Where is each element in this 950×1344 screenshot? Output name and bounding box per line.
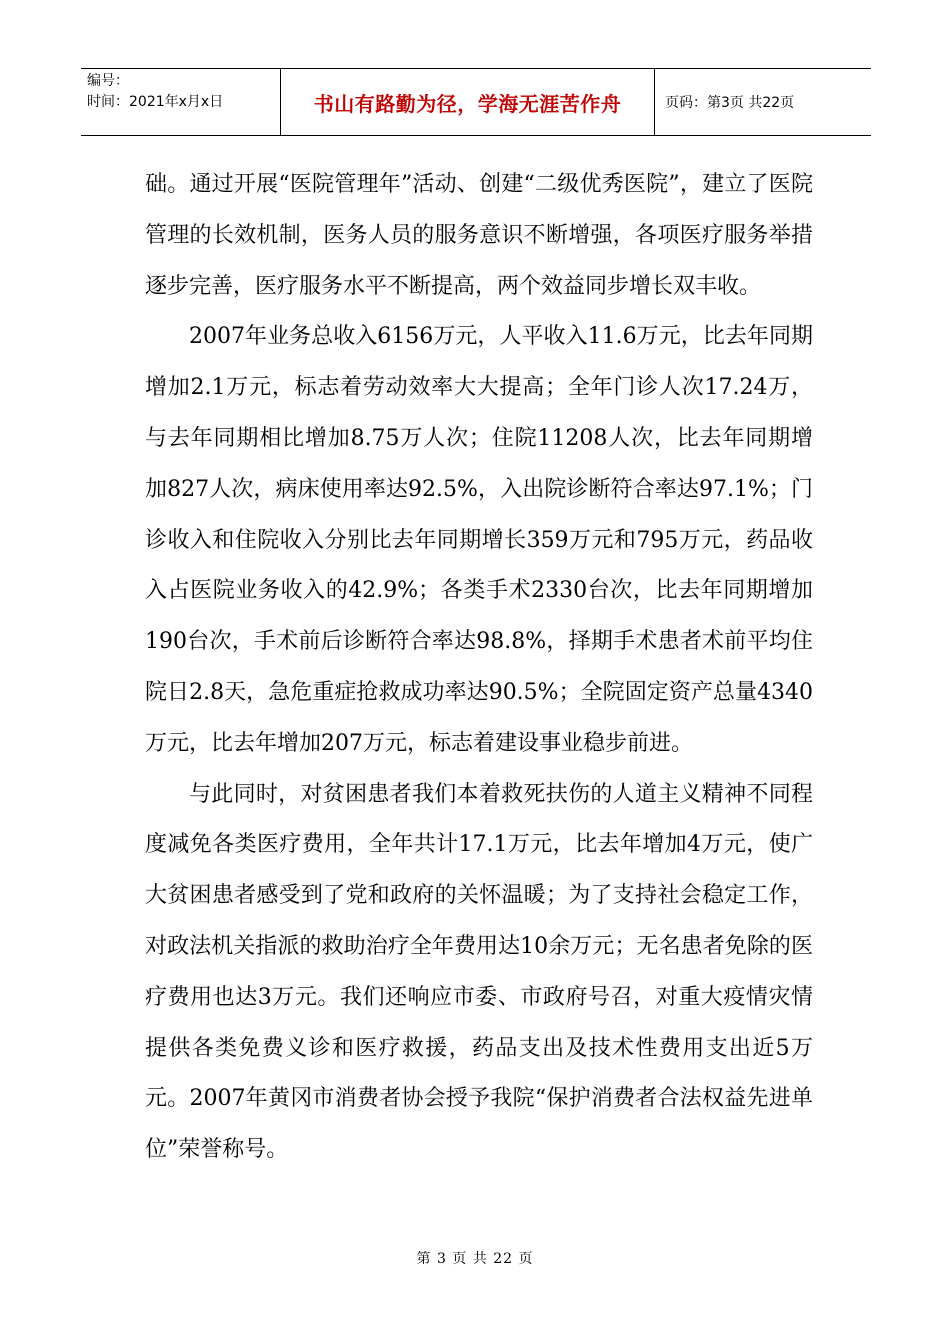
header-meta bbox=[81, 69, 281, 135]
document-body bbox=[145, 160, 813, 1176]
paragraph-relief: 与此同时，对贫困患者我们本着救死扶伤的人道主义精神不同程度减免各类医疗费用，全年共计17.1万元，比去年增加4万元，使广大贫困患者感受到了党和政府的关怀温暖；为了支持社会稳定工作，对政法机关指派的救助治疗全年费用达10余万元；无名患者免除的医疗费用也达3万元。我们还响应市委、市政府号召，对重大疫情灾情提供各类免费义诊和医疗救援，药品支出及技术性费用支出近5万元。2007年黄冈市消费者协会授予我院“保护消费者合法权益先进单位”荣誉称号。 bbox=[145, 781, 813, 1163]
document-date: 时间：2021年x月x日 bbox=[87, 94, 224, 110]
paragraph-statistics: 2007年业务总收入6156万元，人平收入11.6万元，比去年同期增加2.1万元，标志着劳动效率大大提高；全年门诊人次17.24万，与去年同期相比增加8.75万人次；住院11208人次，比去年同期增加827人次，病床使用率达92.5%，入出院诊断符合率达97.1%；门诊收入和住院收入分别比去年同期增长359万元和795万元，药品收入占医院业务收入的42.9%；各类手术2330台次，比去年同期增加190台次，手术前后诊断符合率达98.8%，择期手术患者术前平均住院日2.8天，急危重症抢救成功率达90.5%；全院固定资产总量4340万元，比去年增加207万元，标志着建设事业稳步前进。 bbox=[145, 324, 813, 756]
document-header bbox=[81, 68, 871, 136]
header-motto: 书山有路勤为径，学海无涯苦作舟 bbox=[313, 91, 622, 116]
document-number-label: 编号： bbox=[87, 73, 129, 89]
page-footer: 第 3 页 共 22 页 bbox=[416, 1251, 534, 1267]
paragraph-continued: 础。通过开展“医院管理年”活动、创建“二级优秀医院”，建立了医院管理的长效机制，医务人员的服务意识不断增强，各项医疗服务举措逐步完善，医疗服务水平不断提高，两个效益同步增长双丰收。 bbox=[145, 172, 813, 299]
header-page-info: 页码：第3页 共22页 bbox=[665, 95, 795, 111]
header-motto-cell bbox=[281, 69, 655, 135]
